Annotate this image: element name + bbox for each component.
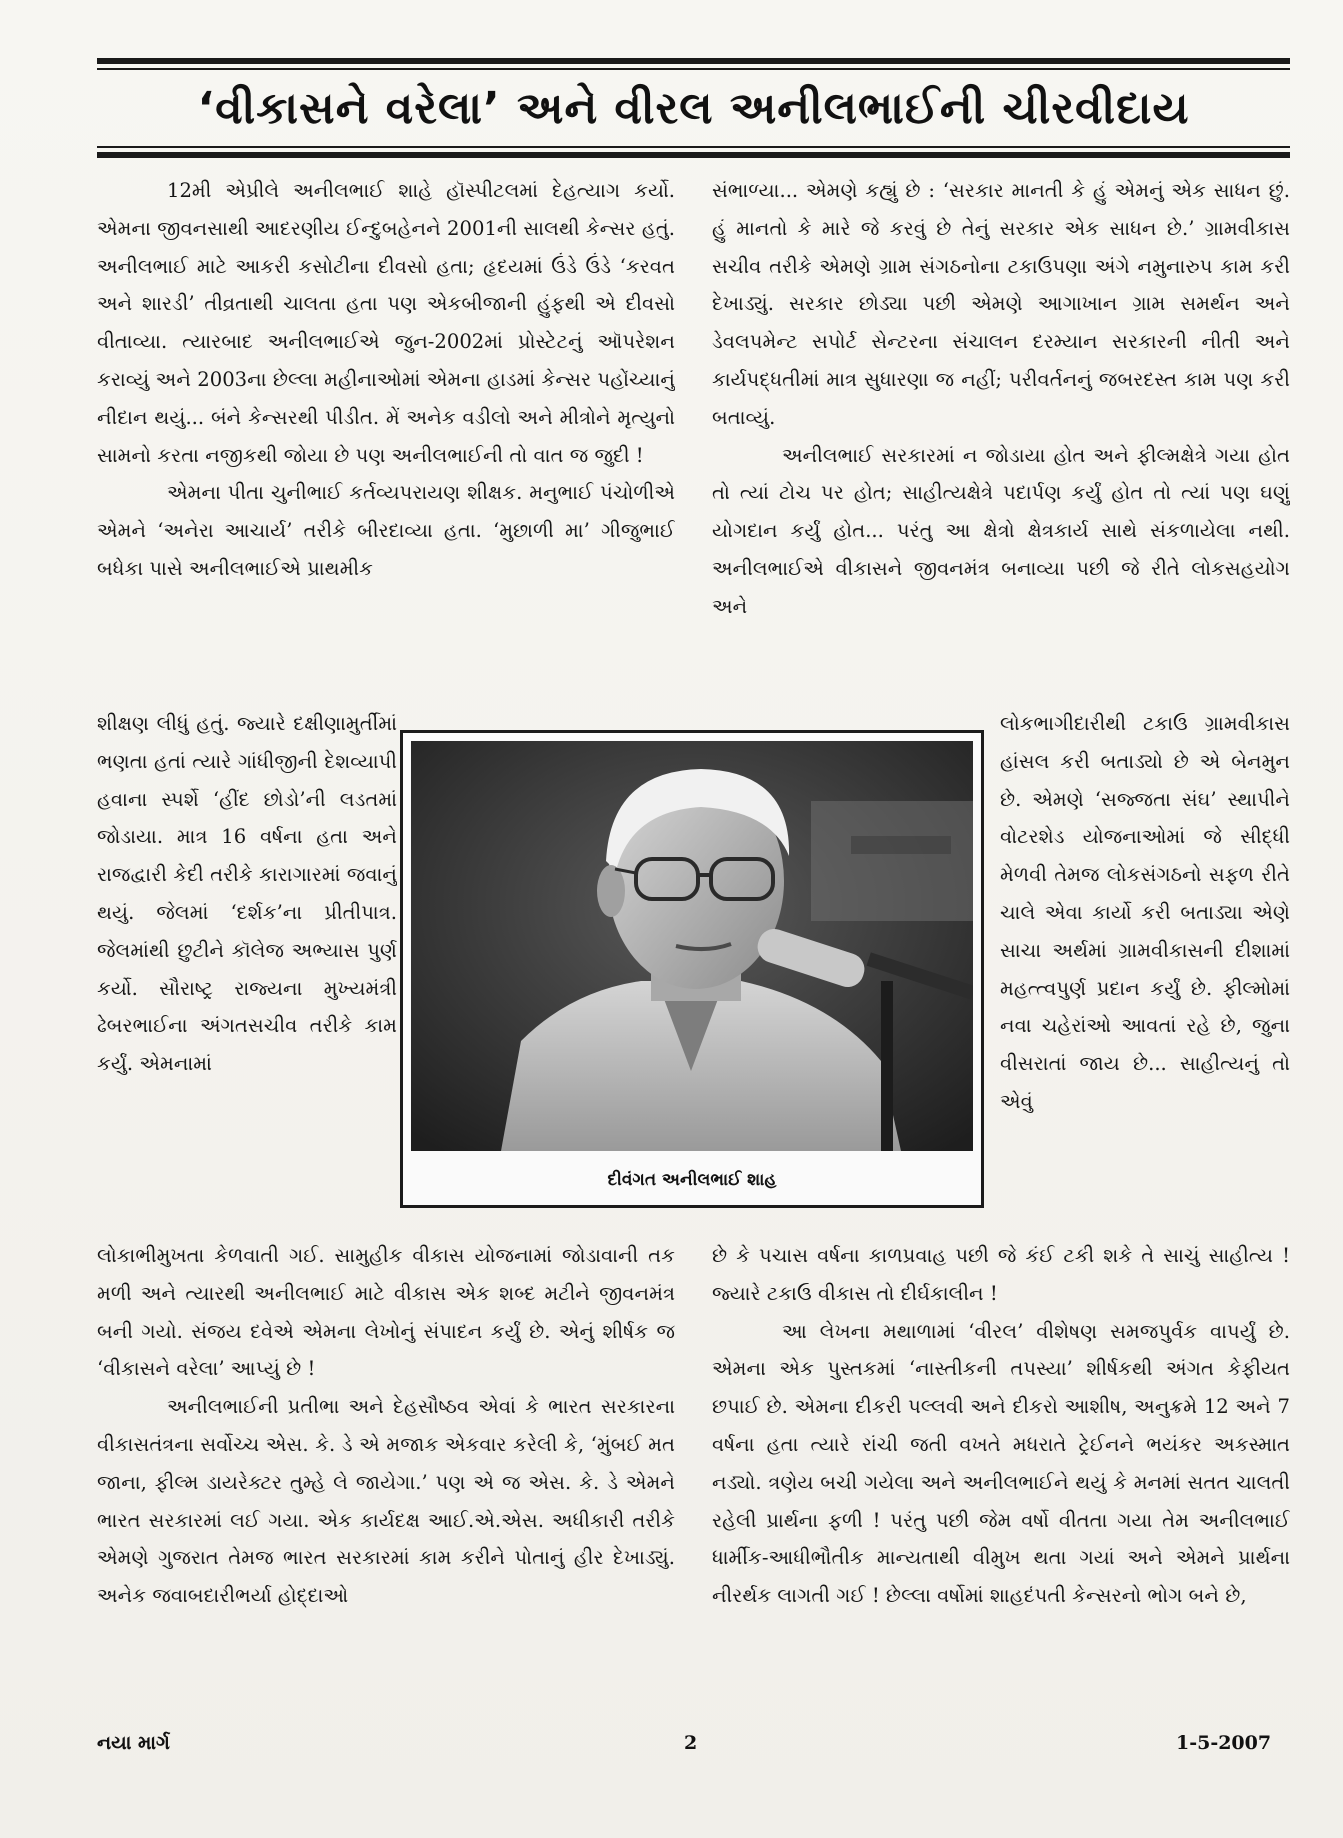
right-column-bottom (712, 1237, 1290, 1733)
paragraph: 12મી એપ્રીલે અનીલભાઈ શાહે હૉસ્પીટલમાં દેહત્યાગ કર્યો. એમના જીવનસાથી આદરણીય ઈન્દુબહેનને 2001ની સાલથી કેન્સર હતું. અનીલભાઈ માટે આકરી કસોટીના દીવસો હતા; હૃદયમાં ઉંડે ઉંડે ‘કરવત અને શારડી’ તીવ્રતાથી ચાલતા હતા પણ એકબીજાની હુંફથી એ દીવસો વીતાવ્યા. ત્યારબાદ અનીલભાઈએ જુન-2002માં પ્રોસ્ટેટનું ઑપરેશન કરાવ્યું અને 2003ના છેલ્લા મહીનાઓમાં એમના હાડમાં કેન્સર પહોંચ્યાનું નીદાન થયું... બંને કેન્સરથી પીડીત. મેં અનેક વડીલો અને મીત્રોને મૃત્યુનો સામનો કરતા નજીકથી જોયા છે પણ અનીલભાઈની તો વાત જ જુદી ! (97, 179, 675, 467)
paragraph: સંભાળ્યા... એમણે કહ્યું છે : ‘સરકાર માનતી કે હું એમનું એક સાધન છું. હું માનતો કે મારે જે કરવું છે તેનું સરકાર એક સાધન છે.’ ગ્રામવીકાસ સચીવ તરીકે એમણે ગ્રામ સંગઠનોના ટકાઉપણા અંગે નમુનારુપ કામ કરી દેખાડ્યું. સરકાર છોડ્યા પછી એમણે આગાખાન ગ્રામ સમર્થન અને ડેવલપમેન્ટ સપોર્ટ સેન્ટરના સંચાલન દરમ્યાન સરકારની નીતી અને કાર્યપદ્ધતીમાં માત્ર સુધારણા જ નહીં; પરીવર્તનનું જબરદસ્ત કામ પણ કરી બતાવ્યું. (712, 179, 1290, 429)
headline-rule-thin (97, 146, 1290, 148)
paragraph: લોકાભીમુખતા કેળવાતી ગઈ. સામુહીક વીકાસ યોજનામાં જોડાવાની તક મળી અને ત્યારથી અનીલભાઈ માટે વીકાસ એક શબ્દ મટીને જીવનમંત્ર બની ગયો. સંજય દવેએ એમના લેખોનું સંપાદન કર્યું છે. એનું શીર્ષક જ ‘વીકાસને વરેલા’ આપ્યું છે ! (97, 1244, 675, 1381)
paragraph: લોકભાગીદારીથી ટકાઉ ગ્રામવીકાસ હાંસલ કરી બતાડ્યો છે એ બેનમુન છે. એમણે ‘સજ્જતા સંઘ’ સ્થાપીને વોટરશેડ યોજનાઓમાં જે સીદ્ધી મેળવી તેમજ લોકસંગઠનો સફળ રીતે ચાલે એવા કાર્યો કરી બતાડ્યા એણે સાચા અર્થમાં ગ્રામવીકાસની દીશામાં મહત્ત્વપુર્ણ પ્રદાન કર્યું છે. ફીલ્મોમાં નવા ચહેરાંઓ આવતાં રહે છે, જુના વીસરાતાં જાય છે... સાહીત્યનું તો એવું (1000, 712, 1290, 1113)
paragraph: અનીલભાઈની પ્રતીભા અને દેહસૌષ્ઠવ એવાં કે ભારત સરકારના વીકાસતંત્રના સર્વોચ્ચ એસ. કે. ડે એ મજાક એકવાર કરેલી કે, ‘મુંબઈ મત જાના, ફીલ્મ ડાયરેક્ટર તુમ્હે લે જાયેગા.’ પણ એ જ એસ. કે. ડે એમને ભારત સરકારમાં લઈ ગયા. એક કાર્યદક્ષ આઈ.એ.એસ. અધીકારી તરીકે એમણે ગુજરાત તેમજ ભારત સરકારમાં કામ કરીને પોતાનું હીર દેખાડ્યું. અનેક જવાબદારીભર્યા હોદ્દાઓ (97, 1395, 675, 1608)
top-rule (97, 58, 1290, 64)
left-column-wrap (97, 705, 397, 1235)
portrait-photo (411, 741, 973, 1151)
article-headline: ‘વીકાસને વરેલા’ અને વીરલ અનીલભાઈની ચીરવીદાય (197, 83, 1190, 134)
left-column-top (97, 172, 675, 658)
photo-caption: દીવંગત અનીલભાઈ શાહ (607, 1170, 777, 1190)
top-rule-thin (97, 68, 1290, 70)
publication-name: નયા માર્ગ (97, 1732, 170, 1754)
paragraph: એમના પીતા ચુનીભાઈ કર્તવ્યપરાયણ શીક્ષક. મનુભાઈ પંચોળીએ એમને ‘અનેરા આચાર્ય’ તરીકે બીરદાવ્યા હતા. ‘મુછાળી મા’ ગીજુભાઈ બધેકા પાસે અનીલભાઈએ પ્રાથમીક (97, 481, 675, 580)
issue-date: 1-5-2007 (1176, 1732, 1272, 1754)
paragraph: અનીલભાઈ સરકારમાં ન જોડાયા હોત અને ફીલ્મક્ષેત્રે ગયા હોત તો ત્યાં ટોચ પર હોત; સાહીત્યક્ષેત્રે પદાર્પણ કર્યું હોત તો ત્યાં પણ ઘણું યોગદાન કર્યું હોત... પરંતુ આ ક્ષેત્રો ક્ષેત્રકાર્ય સાથે સંકળાયેલા નથી. અનીલભાઈએ વીકાસને જીવનમંત્ર બનાવ્યા પછી જે રીતે લોકસહયોગ અને (712, 443, 1290, 618)
portrait-image (411, 741, 973, 1151)
page-number: 2 (684, 1732, 698, 1754)
right-column-top (712, 172, 1290, 717)
paragraph: શીક્ષણ લીધું હતું. જ્યારે દક્ષીણામુર્તીમાં ભણતા હતાં ત્યારે ગાંધીજીની દેશવ્યાપી હવાના સ્પર્શે ‘હીંદ છોડો’ની લડતમાં જોડાયા. માત્ર 16 વર્ષના હતા અને રાજદ્વારી કેદી તરીકે કારાગારમાં જવાનું થયું. જેલમાં ‘દર્શક’ના પ્રીતીપાત્ર. જેલમાંથી છુટીને કૉલેજ અભ્યાસ પુર્ણ કર્યો. સૌરાષ્ટ્ર રાજ્યના મુખ્યમંત્રી ઢેબરભાઈના અંગતસચીવ તરીકે કામ કર્યું. એમનામાં (97, 712, 397, 1076)
headline-rule (97, 152, 1290, 158)
paragraph: છે કે પચાસ વર્ષના કાળપ્રવાહ પછી જે કંઈ ટકી શકે તે સાચું સાહીત્ય ! જ્યારે ટકાઉ વીકાસ તો દીર્ઘકાલીન ! (712, 1244, 1290, 1305)
left-column-bottom (97, 1237, 675, 1733)
paragraph: આ લેખના મથાળામાં ‘વીરલ’ વીશેષણ સમજપુર્વક વાપર્યું છે. એમના એક પુસ્તકમાં ‘નાસ્તીકની તપસ્યા’ શીર્ષકથી અંગત કેફીયત છપાઈ છે. એમના દીકરી પલ્લવી અને દીકરો આશીષ, અનુક્રમે 12 અને 7 વર્ષના હતા ત્યારે રાંચી જતી વખતે મધરાતે ટ્રેઈનને ભયંકર અકસ્માત નડ્યો. ત્રણેય બચી ગયેલા અને અનીલભાઈને થયું કે મનમાં સતત ચાલતી રહેલી પ્રાર્થના ફળી ! પરંતુ પછી જેમ વર્ષો વીતતા ગયા તેમ અનીલભાઈ ધાર્મીક-આધીભૌતીક માન્યતાથી વીમુખ થતા ગયાં અને એમને પ્રાર્થના નીરર્થક લાગતી ગઈ ! છેલ્લા વર્ષોમાં શાહદંપતી કેન્સરનો ભોગ બને છે, (712, 1319, 1290, 1608)
right-column-wrap (1000, 705, 1290, 1235)
portrait-figure (400, 730, 984, 1208)
